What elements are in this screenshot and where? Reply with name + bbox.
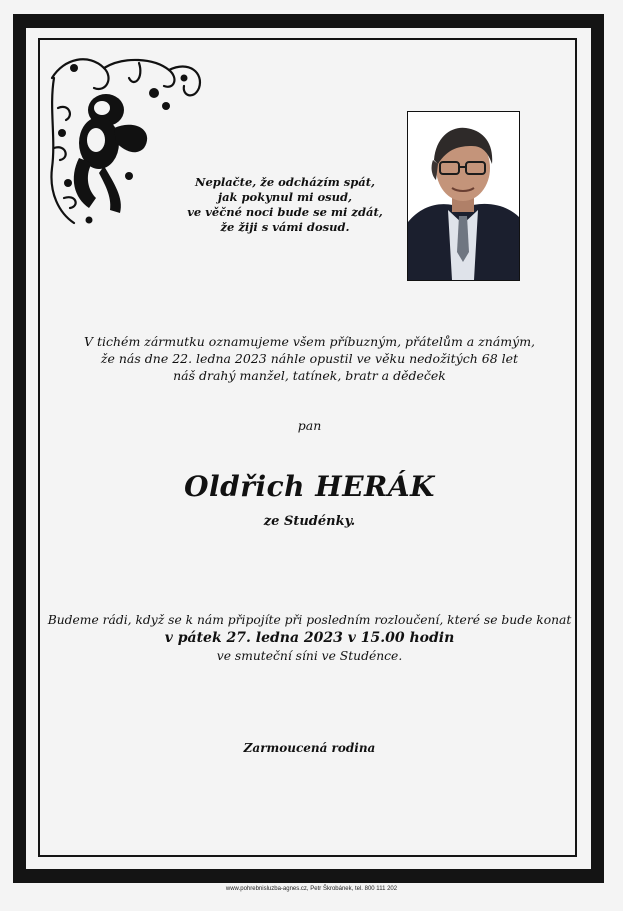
footer-contact: www.pohrebnisluzba-agnes.cz, Petr Škrobánek, tel. 800 111 202: [225, 886, 398, 892]
family-signature: Zarmoucená rodina: [243, 741, 376, 755]
salutation: pan: [297, 418, 322, 433]
poem-line: Neplačte, že odcházím spát,: [194, 175, 376, 189]
announcement-line: že nás dne 22. ledna 2023 náhle opustil ve věku nedožitých 68 let: [100, 351, 519, 366]
funeral-intro: Budeme rádi, když se k nám připojíte při posledním rozloučení, které se bude konat: [47, 613, 572, 627]
deceased-name: Oldřich HERÁK: [184, 470, 435, 503]
portrait-photo: [407, 111, 520, 281]
announcement-line: V tichém zármutku oznamujeme všem příbuzným, přátelům a známým,: [83, 334, 536, 349]
poem-verse: [160, 175, 410, 235]
death-announcement: [40, 333, 579, 384]
funeral-details: [40, 611, 579, 665]
poem-line: že žiji s vámi dosud.: [220, 220, 350, 234]
announcement-line: náš drahý manžel, tatínek, bratr a dědeček: [173, 368, 446, 383]
portrait-man-icon: [408, 112, 519, 280]
poem-line: ve věčné noci bude se mi zdát,: [187, 205, 383, 219]
funeral-date: v pátek 27. ledna 2023 v 15.00 hodin: [164, 630, 455, 646]
poem-line: jak pokynul mi osud,: [217, 190, 353, 204]
funeral-place: ve smuteční síni ve Studénce.: [216, 649, 403, 663]
deceased-origin: ze Studénky.: [263, 514, 356, 529]
